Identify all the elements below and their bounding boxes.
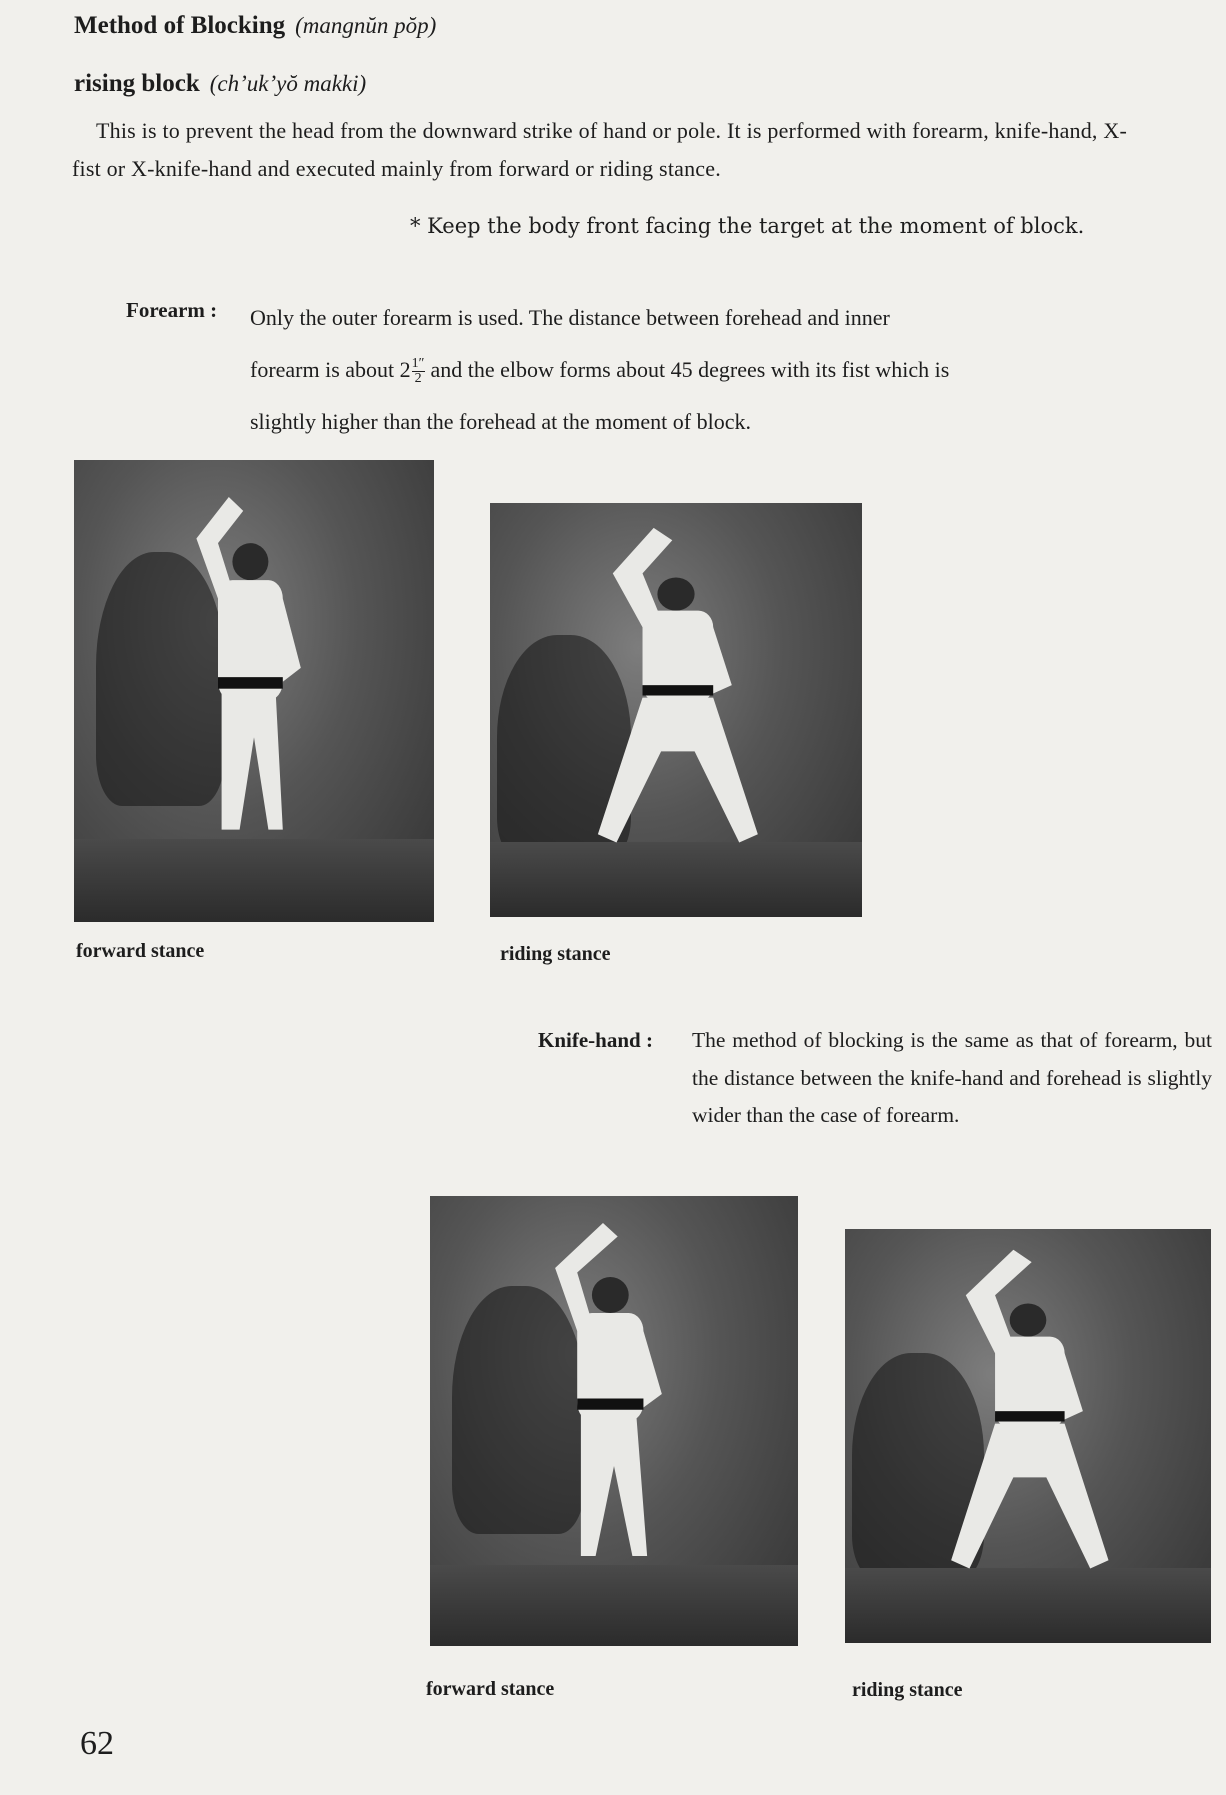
forearm-line-2a: forearm is about 2 xyxy=(250,357,411,382)
intro-block xyxy=(72,112,1127,188)
forearm-line-3: slightly higher than the forehead at the moment of block. xyxy=(250,409,751,434)
section-title-native: (mangnŭn pŏp) xyxy=(295,13,437,38)
photo-forearm-forward-stance xyxy=(74,460,434,922)
caption-top-forward-stance: forward stance xyxy=(76,940,205,962)
forearm-line-2b: and the elbow forms about 45 degrees with its fist which is xyxy=(430,357,950,382)
fraction-numerator: 1″ xyxy=(411,356,425,372)
subsection-title xyxy=(74,70,366,98)
section-title-text: Method of Blocking xyxy=(74,12,286,39)
photo-knife-hand-forward-stance xyxy=(430,1196,798,1646)
subsection-title-text: rising block xyxy=(74,70,200,97)
caption-bottom-riding-stance: riding stance xyxy=(852,1679,963,1701)
section-title xyxy=(74,12,436,40)
fraction-denominator: 2 xyxy=(414,371,422,387)
forearm-line-2 xyxy=(250,344,1123,396)
karateka-figure-icon xyxy=(430,1196,798,1646)
karateka-figure-icon xyxy=(490,503,862,917)
forearm-label: Forearm : xyxy=(126,298,218,322)
caption-bottom-forward-stance: forward stance xyxy=(426,1678,555,1700)
karateka-figure-icon xyxy=(845,1229,1211,1643)
photo-forearm-riding-stance xyxy=(490,503,862,917)
subsection-title-native: (ch’uk’yŏ makki) xyxy=(209,71,367,96)
caption-top-riding-stance: riding stance xyxy=(500,943,611,965)
photo-knife-hand-riding-stance xyxy=(845,1229,1211,1643)
note: * Keep the body front facing the target at the moment of block. xyxy=(410,214,1085,238)
karateka-figure-icon xyxy=(74,460,434,922)
knife-hand-label: Knife-hand : xyxy=(538,1028,653,1052)
page-number: 62 xyxy=(80,1725,114,1762)
intro-paragraph: This is to prevent the head from the downward strike of hand or pole. It is performed with forearm, knife-hand, X-fist or X-knife-hand and executed mainly from forward or riding stance. xyxy=(72,118,1127,181)
fraction xyxy=(412,357,425,386)
forearm-line-1: Only the outer forearm is used. The distance between forehead and inner xyxy=(250,305,890,330)
forearm-description xyxy=(250,292,1123,448)
knife-hand-description: The method of blocking is the same as that of forearm, but the distance between the knife-hand and forehead is slightly wider than the case of forearm. xyxy=(692,1028,1212,1127)
